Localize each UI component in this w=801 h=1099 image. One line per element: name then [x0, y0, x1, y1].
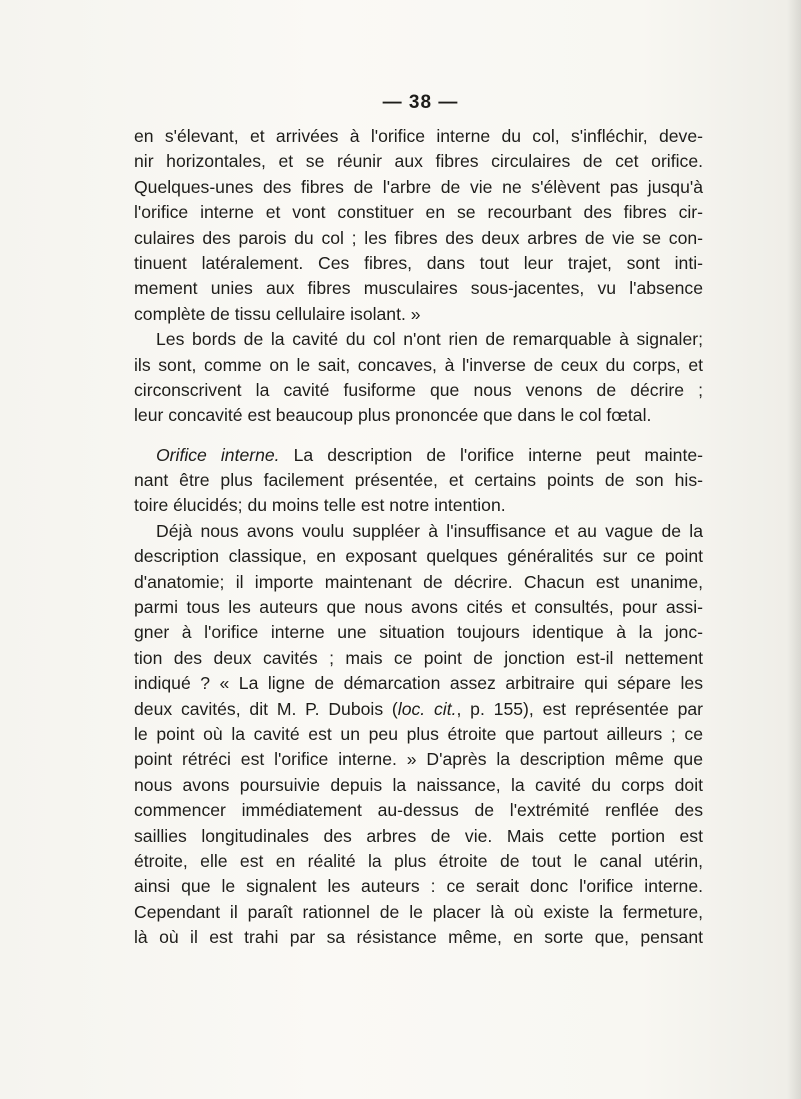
text-line: là où il est trahi par sa résistance même, en sorte que, pensant — [134, 927, 703, 948]
paragraph-4 — [134, 519, 703, 951]
text-line: en s'élevant, et arrivées à l'orifice interne du col, s'infléchir, deve- — [134, 126, 703, 146]
text-line: d'anatomie; il importe maintenant de décrire. Chacun est unanime, — [134, 571, 703, 592]
text-line: l'orifice interne et vont constituer en se recourbant des fibres cir- — [134, 202, 703, 223]
text-line: tinuent latéralement. Ces fibres, dans tout leur trajet, sont inti- — [134, 252, 703, 273]
text-line — [134, 697, 703, 722]
text-line: circonscrivent la cavité fusiforme que nous venons de décrire ; — [134, 379, 703, 400]
page-number: — 38 — — [382, 92, 459, 113]
text-line: saillies longitudinales des arbres de vie. Mais cette portion est — [134, 825, 703, 846]
citation: loc. cit. — [397, 698, 457, 719]
text-line — [134, 443, 703, 468]
text-line: parmi tous les auteurs que nous avons cités et consultés, pour assi- — [134, 597, 703, 618]
text-line: Cependant il paraît rationnel de le placer là où existe la fermeture, — [134, 901, 703, 922]
text-line: complète de tissu cellulaire isolant. » — [134, 303, 421, 324]
body-text — [134, 124, 703, 951]
text-line: toire élucidés; du moins telle est notre intention. — [134, 495, 506, 516]
text-span: La description de l'orifice interne peut mainte- — [279, 444, 703, 465]
paragraph-gap — [134, 429, 703, 443]
text-line: nir horizontales, et se réunir aux fibres circulaires de cet orifice. — [134, 151, 703, 172]
text-line: le point où la cavité est un peu plus étroite que partout ailleurs ; ce — [134, 723, 703, 744]
text-line: étroite, elle est en réalité la plus étroite de tout le canal utérin, — [134, 850, 703, 871]
text-line: tion des deux cavités ; mais ce point de jonction est-il nettement — [134, 647, 703, 668]
text-line: ainsi que le signalent les auteurs : ce serait donc l'orifice interne. — [134, 876, 703, 897]
text-line: Quelques-unes des fibres de l'arbre de vie ne s'élèvent pas jusqu'à — [134, 176, 703, 197]
text-line: Les bords de la cavité du col n'ont rien de remarquable à signaler; — [156, 329, 703, 350]
section-heading: Orifice interne. — [156, 444, 280, 465]
text-line: ils sont, comme on le sait, concaves, à l'inverse de ceux du corps, et — [134, 354, 703, 375]
text-line: gner à l'orifice interne une situation toujours identique à la jonc- — [134, 622, 703, 643]
text-line: commencer immédiatement au-dessus de l'extrémité renflée des — [134, 800, 703, 821]
text-line: leur concavité est beaucoup plus prononcée que dans le col fœtal. — [134, 405, 652, 426]
text-line: description classique, en exposant quelques généralités sur ce point — [134, 546, 703, 567]
text-line: mement unies aux fibres musculaires sous-jacentes, vu l'absence — [134, 278, 703, 299]
text-line: nous avons poursuivie depuis la naissance, la cavité du corps doit — [134, 774, 703, 795]
text-line: point rétréci est l'orifice interne. » D'après la description même que — [134, 749, 703, 770]
text-line: culaires des parois du col ; les fibres des deux arbres de vie se con- — [134, 227, 703, 248]
paragraph-1 — [134, 124, 703, 327]
text-span: deux cavités, dit M. P. Dubois ( — [134, 698, 398, 719]
text-span: , p. 155), est représentée par — [456, 698, 704, 719]
page-edge-shadow — [787, 0, 801, 1099]
paragraph-3 — [134, 443, 703, 519]
paragraph-2 — [134, 327, 703, 429]
text-line: nant être plus facilement présentée, et certains points de son his- — [134, 470, 703, 491]
text-line: Déjà nous avons voulu suppléer à l'insuffisance et au vague de la — [156, 520, 703, 541]
text-line: indiqué ? « La ligne de démarcation assez arbitraire qui sépare les — [134, 673, 703, 694]
